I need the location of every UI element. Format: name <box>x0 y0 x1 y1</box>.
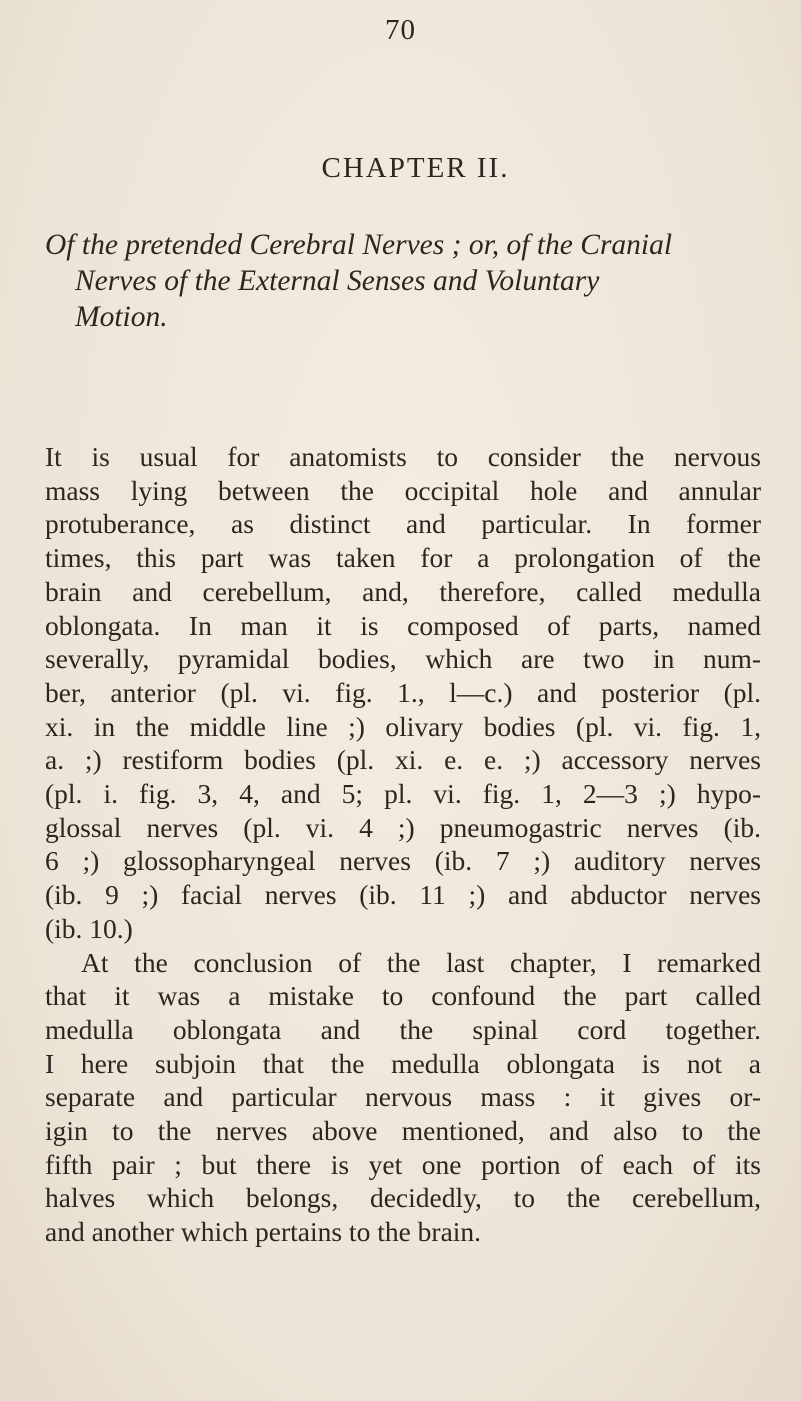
text-line: I here subjoin that the medulla oblongata is not a <box>45 1047 761 1079</box>
text-line: igin to the nerves above mentioned, and also to the <box>45 1115 761 1147</box>
text-line: (ib. 10.) <box>45 912 133 944</box>
text-line: 6 ;) glossopharyngeal nerves (ib. 7 ;) auditory nerves <box>45 845 761 877</box>
paragraph-2 <box>45 946 761 1249</box>
subtitle-line: Motion. <box>75 301 168 333</box>
text-line: brain and cerebellum, and, therefore, called medulla <box>45 575 761 607</box>
text-line: (pl. i. fig. 3, 4, and 5; pl. vi. fig. 1, 2—3 ;) hypo- <box>45 778 761 810</box>
text-line: and another which pertains to the brain. <box>45 1216 482 1248</box>
text-line: (ib. 9 ;) facial nerves (ib. 11 ;) and abductor nerves <box>45 879 761 911</box>
text-line: oblongata. In man it is composed of parts, named <box>45 609 761 641</box>
text-line: It is usual for anatomists to consider the nervous <box>45 441 761 472</box>
text-line: halves which belongs, decidedly, to the cerebellum, <box>45 1182 761 1214</box>
text-line: separate and particular nervous mass : it gives or- <box>45 1081 761 1113</box>
text-line: severally, pyramidal bodies, which are two in num- <box>45 643 761 675</box>
subtitle-line: Nerves of the External Senses and Voluntary <box>75 265 600 297</box>
text-line: At the conclusion of the last chapter, I remarked <box>81 946 761 978</box>
text-line: times, this part was taken for a prolongation of the <box>45 542 761 574</box>
text-line: fifth pair ; but there is yet one portion of each of its <box>45 1148 761 1180</box>
chapter-title: CHAPTER II. <box>321 152 510 184</box>
body-text <box>45 440 761 1249</box>
text-line: glossal nerves (pl. vi. 4 ;) pneumogastric nerves (ib. <box>45 811 761 843</box>
text-line: xi. in the middle line ;) olivary bodies (pl. vi. fig. 1, <box>45 710 761 742</box>
text-line: that it was a mistake to confound the part called <box>45 980 761 1012</box>
text-line: a. ;) restiform bodies (pl. xi. e. e. ;) accessory nerves <box>45 744 761 776</box>
page-number: 70 <box>385 14 416 46</box>
text-line: ber, anterior (pl. vi. fig. 1., l—c.) and posterior (pl. <box>45 676 761 708</box>
subtitle-line: Of the pretended Cerebral Nerves ; or, of the Cranial <box>45 229 673 261</box>
text-line: medulla oblongata and the spinal cord together. <box>45 1013 761 1045</box>
text-line: mass lying between the occipital hole and annular <box>45 474 761 506</box>
chapter-subtitle <box>45 227 757 335</box>
paragraph-1 <box>45 440 761 946</box>
text-line: protuberance, as distinct and particular. In former <box>45 508 761 540</box>
